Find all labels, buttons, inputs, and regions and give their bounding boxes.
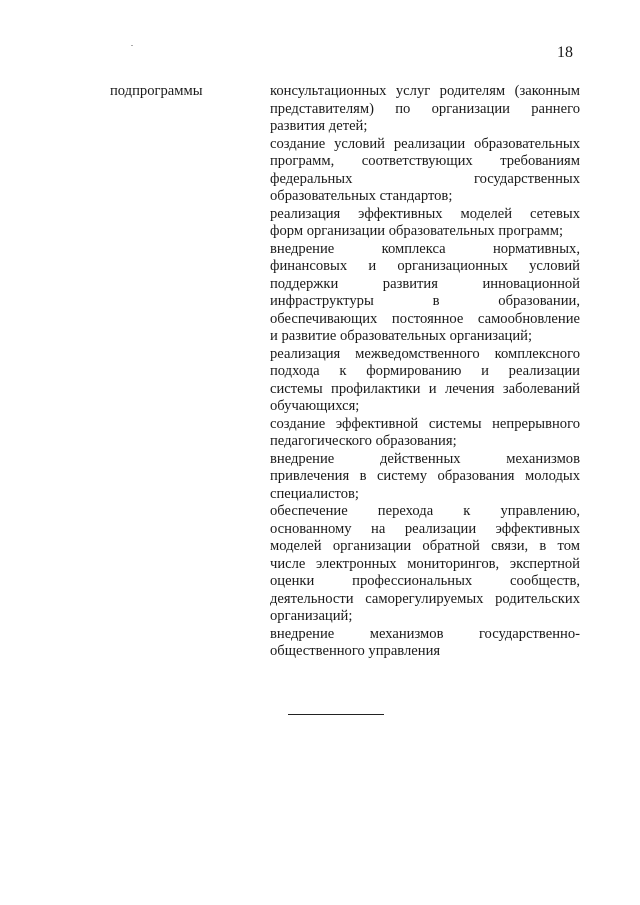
text-line: общественного управления [270,643,441,659]
text-line: и развитие образовательных организаций; [270,328,533,344]
text-line: создание условий реализации образовательных [270,135,580,152]
text-line: основанному на реализации эффективных [270,520,580,537]
end-rule [288,714,384,715]
text-line: внедрение действенных механизмов [270,450,580,467]
scan-dot [131,45,133,46]
text-line: создание эффективной системы непрерывного [270,415,580,432]
text-line: развития детей; [270,118,368,134]
text-line: обучающихся; [270,398,360,414]
text-line: оценки профессиональных сообществ, [270,573,580,589]
text-line: внедрение комплекса нормативных, [270,240,580,257]
text-line: федеральных государственных [270,170,580,187]
text-line: консультационных услуг родителям (законным [270,83,580,99]
text-line: числе электронных мониторингов, экспертной [270,555,580,572]
text-line: деятельности саморегулируемых родительских [270,590,580,607]
text-line: подхода к формированию и реализации [270,363,580,379]
text-line: обеспечение перехода к управлению, [270,503,580,519]
text-line: форм организации образовательных программ; [270,223,564,239]
text-line: образовательных стандартов; [270,188,453,204]
text-line: представителям) по организации раннего [270,100,580,117]
text-line: инфраструктуры в образовании, [270,293,580,309]
text-line: поддержки развития инновационной [270,275,580,292]
row-content [270,83,580,661]
text-line: реализация эффективных моделей сетевых [270,205,580,222]
row-label: подпрограммы [110,83,203,99]
text-line: специалистов; [270,485,359,502]
text-line: программ, соответствующих требованиям [270,153,580,169]
text-line: обеспечивающих постоянное самообновление [270,310,580,327]
text-line: системы профилактики и лечения заболеваний [270,380,580,397]
text-line: моделей организации обратной связи, в том [270,538,580,554]
text-line: привлечения в систему образования молодых [270,468,580,484]
page-number: 18 [557,44,573,61]
text-line: реализация межведомственного комплексного [270,345,580,362]
text-line: финансовых и организационных условий [270,258,580,274]
text-line: педагогического образования; [270,433,457,449]
text-line: внедрение механизмов государственно- [270,625,580,642]
text-line: организаций; [270,608,353,624]
